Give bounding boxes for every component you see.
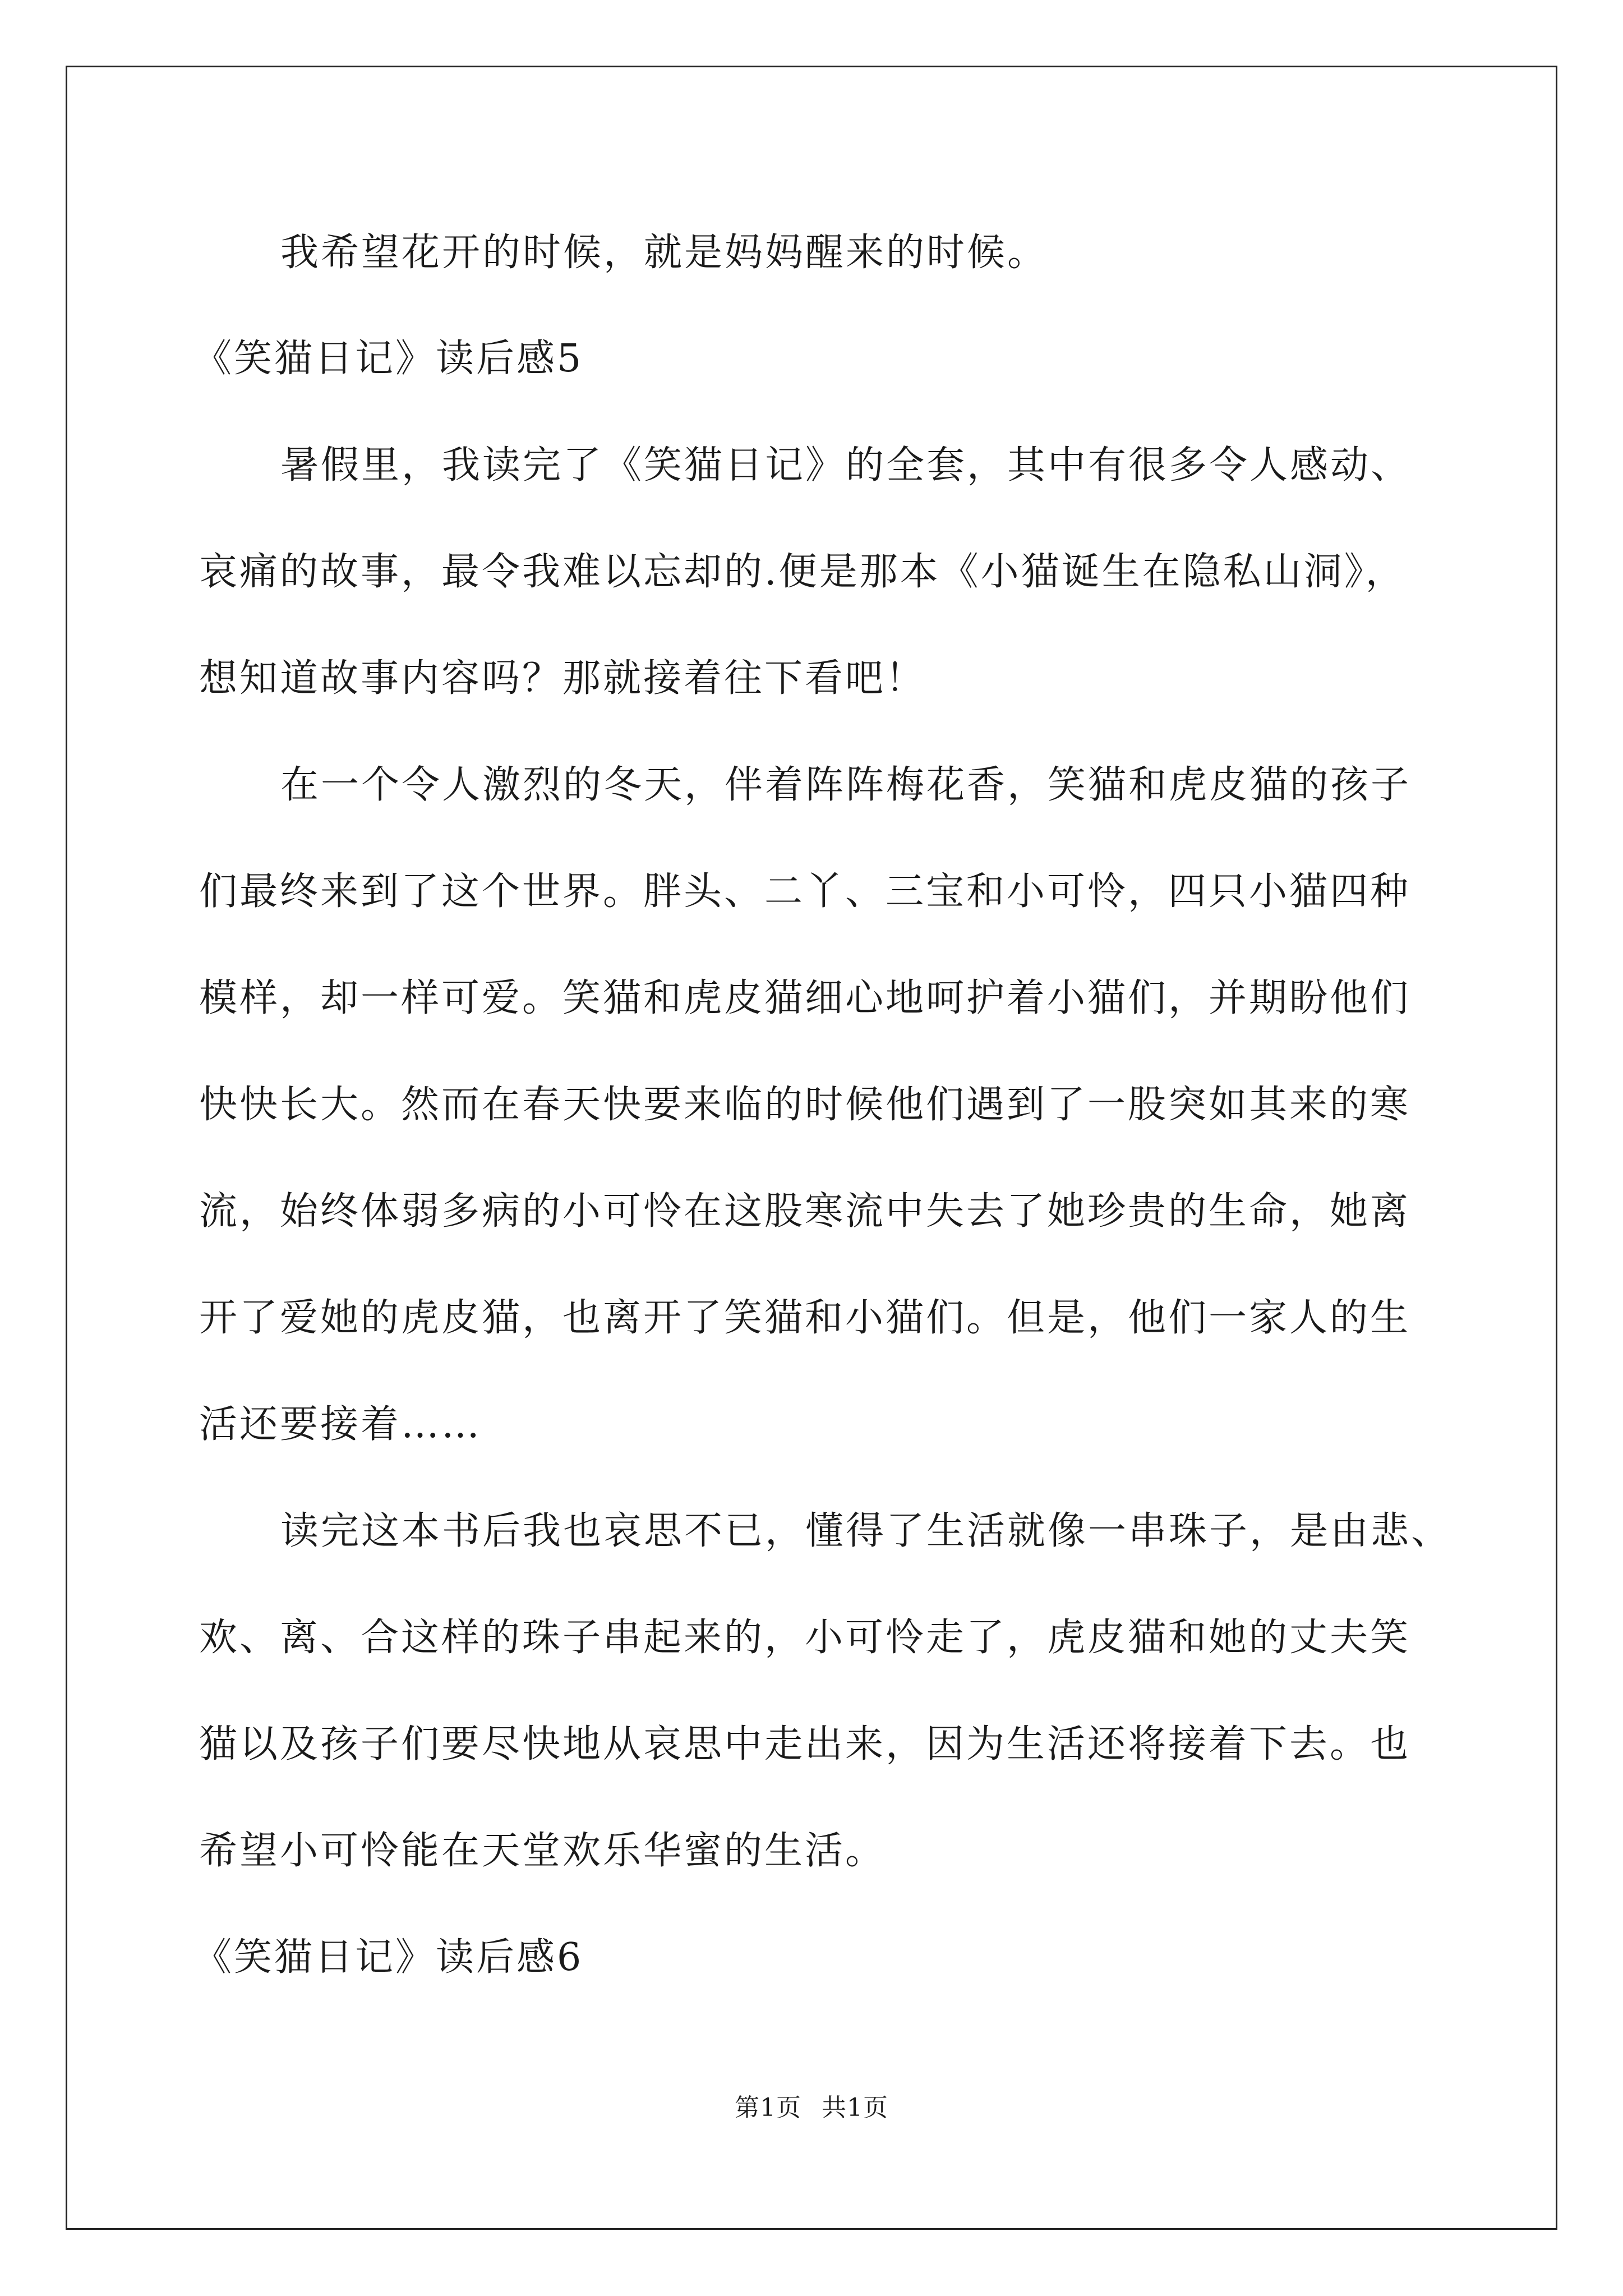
paragraph-line: 们最终来到了这个世界。胖头、二丫、三宝和小可怜，四只小猫四种 bbox=[199, 869, 1411, 914]
paragraph-line: 欢、离、合这样的珠子串起来的，小可怜走了，虎皮猫和她的丈夫笑 bbox=[199, 1616, 1411, 1660]
paragraph-line: 读完这本书后我也哀思不已，懂得了生活就像一串珠子，是由悲、 bbox=[280, 1509, 1452, 1553]
section-heading: 《笑猫日记》读后感6 bbox=[193, 1935, 584, 1980]
paragraph-line: 哀痛的故事，最令我难以忘却的.便是那本《小猫诞生在隐私山洞》， bbox=[199, 550, 1406, 594]
paragraph-line: 在一个令人激烈的冬天，伴着阵阵梅花香，笑猫和虎皮猫的孩子 bbox=[280, 763, 1412, 807]
paragraph-line: 活还要接着…… bbox=[199, 1402, 482, 1447]
paragraph-line: 模样，却一样可爱。笑猫和虎皮猫细心地呵护着小猫们，并期盼他们 bbox=[199, 976, 1411, 1020]
paragraph-line: 希望小可怜能在天堂欢乐华蜜的生活。 bbox=[199, 1829, 886, 1873]
paragraph-line: 暑假里，我读完了《笑猫日记》的全套，其中有很多令人感动、 bbox=[280, 443, 1412, 487]
section-heading: 《笑猫日记》读后感5 bbox=[193, 337, 584, 381]
paragraph-line: 流，始终体弱多病的小可怜在这股寒流中失去了她珍贵的生命，她离 bbox=[199, 1189, 1411, 1234]
page-number-total: 共1页 bbox=[822, 2093, 888, 2122]
paragraph-line: 猫以及孩子们要尽快地从哀思中走出来，因为生活还将接着下去。也 bbox=[199, 1722, 1411, 1766]
page-number-current: 第1页 bbox=[735, 2093, 801, 2122]
paragraph-line: 我希望花开的时候，就是妈妈醒来的时候。 bbox=[280, 231, 1048, 275]
page-border bbox=[66, 66, 1557, 2230]
paragraph-line: 开了爱她的虎皮猫，也离开了笑猫和小猫们。但是，他们一家人的生 bbox=[199, 1296, 1411, 1340]
page-footer bbox=[0, 2092, 1623, 2124]
paragraph-line: 想知道故事内容吗？那就接着往下看吧！ bbox=[199, 656, 926, 701]
paragraph-line: 快快长大。然而在春天快要来临的时候他们遇到了一股突如其来的寒 bbox=[199, 1083, 1411, 1127]
